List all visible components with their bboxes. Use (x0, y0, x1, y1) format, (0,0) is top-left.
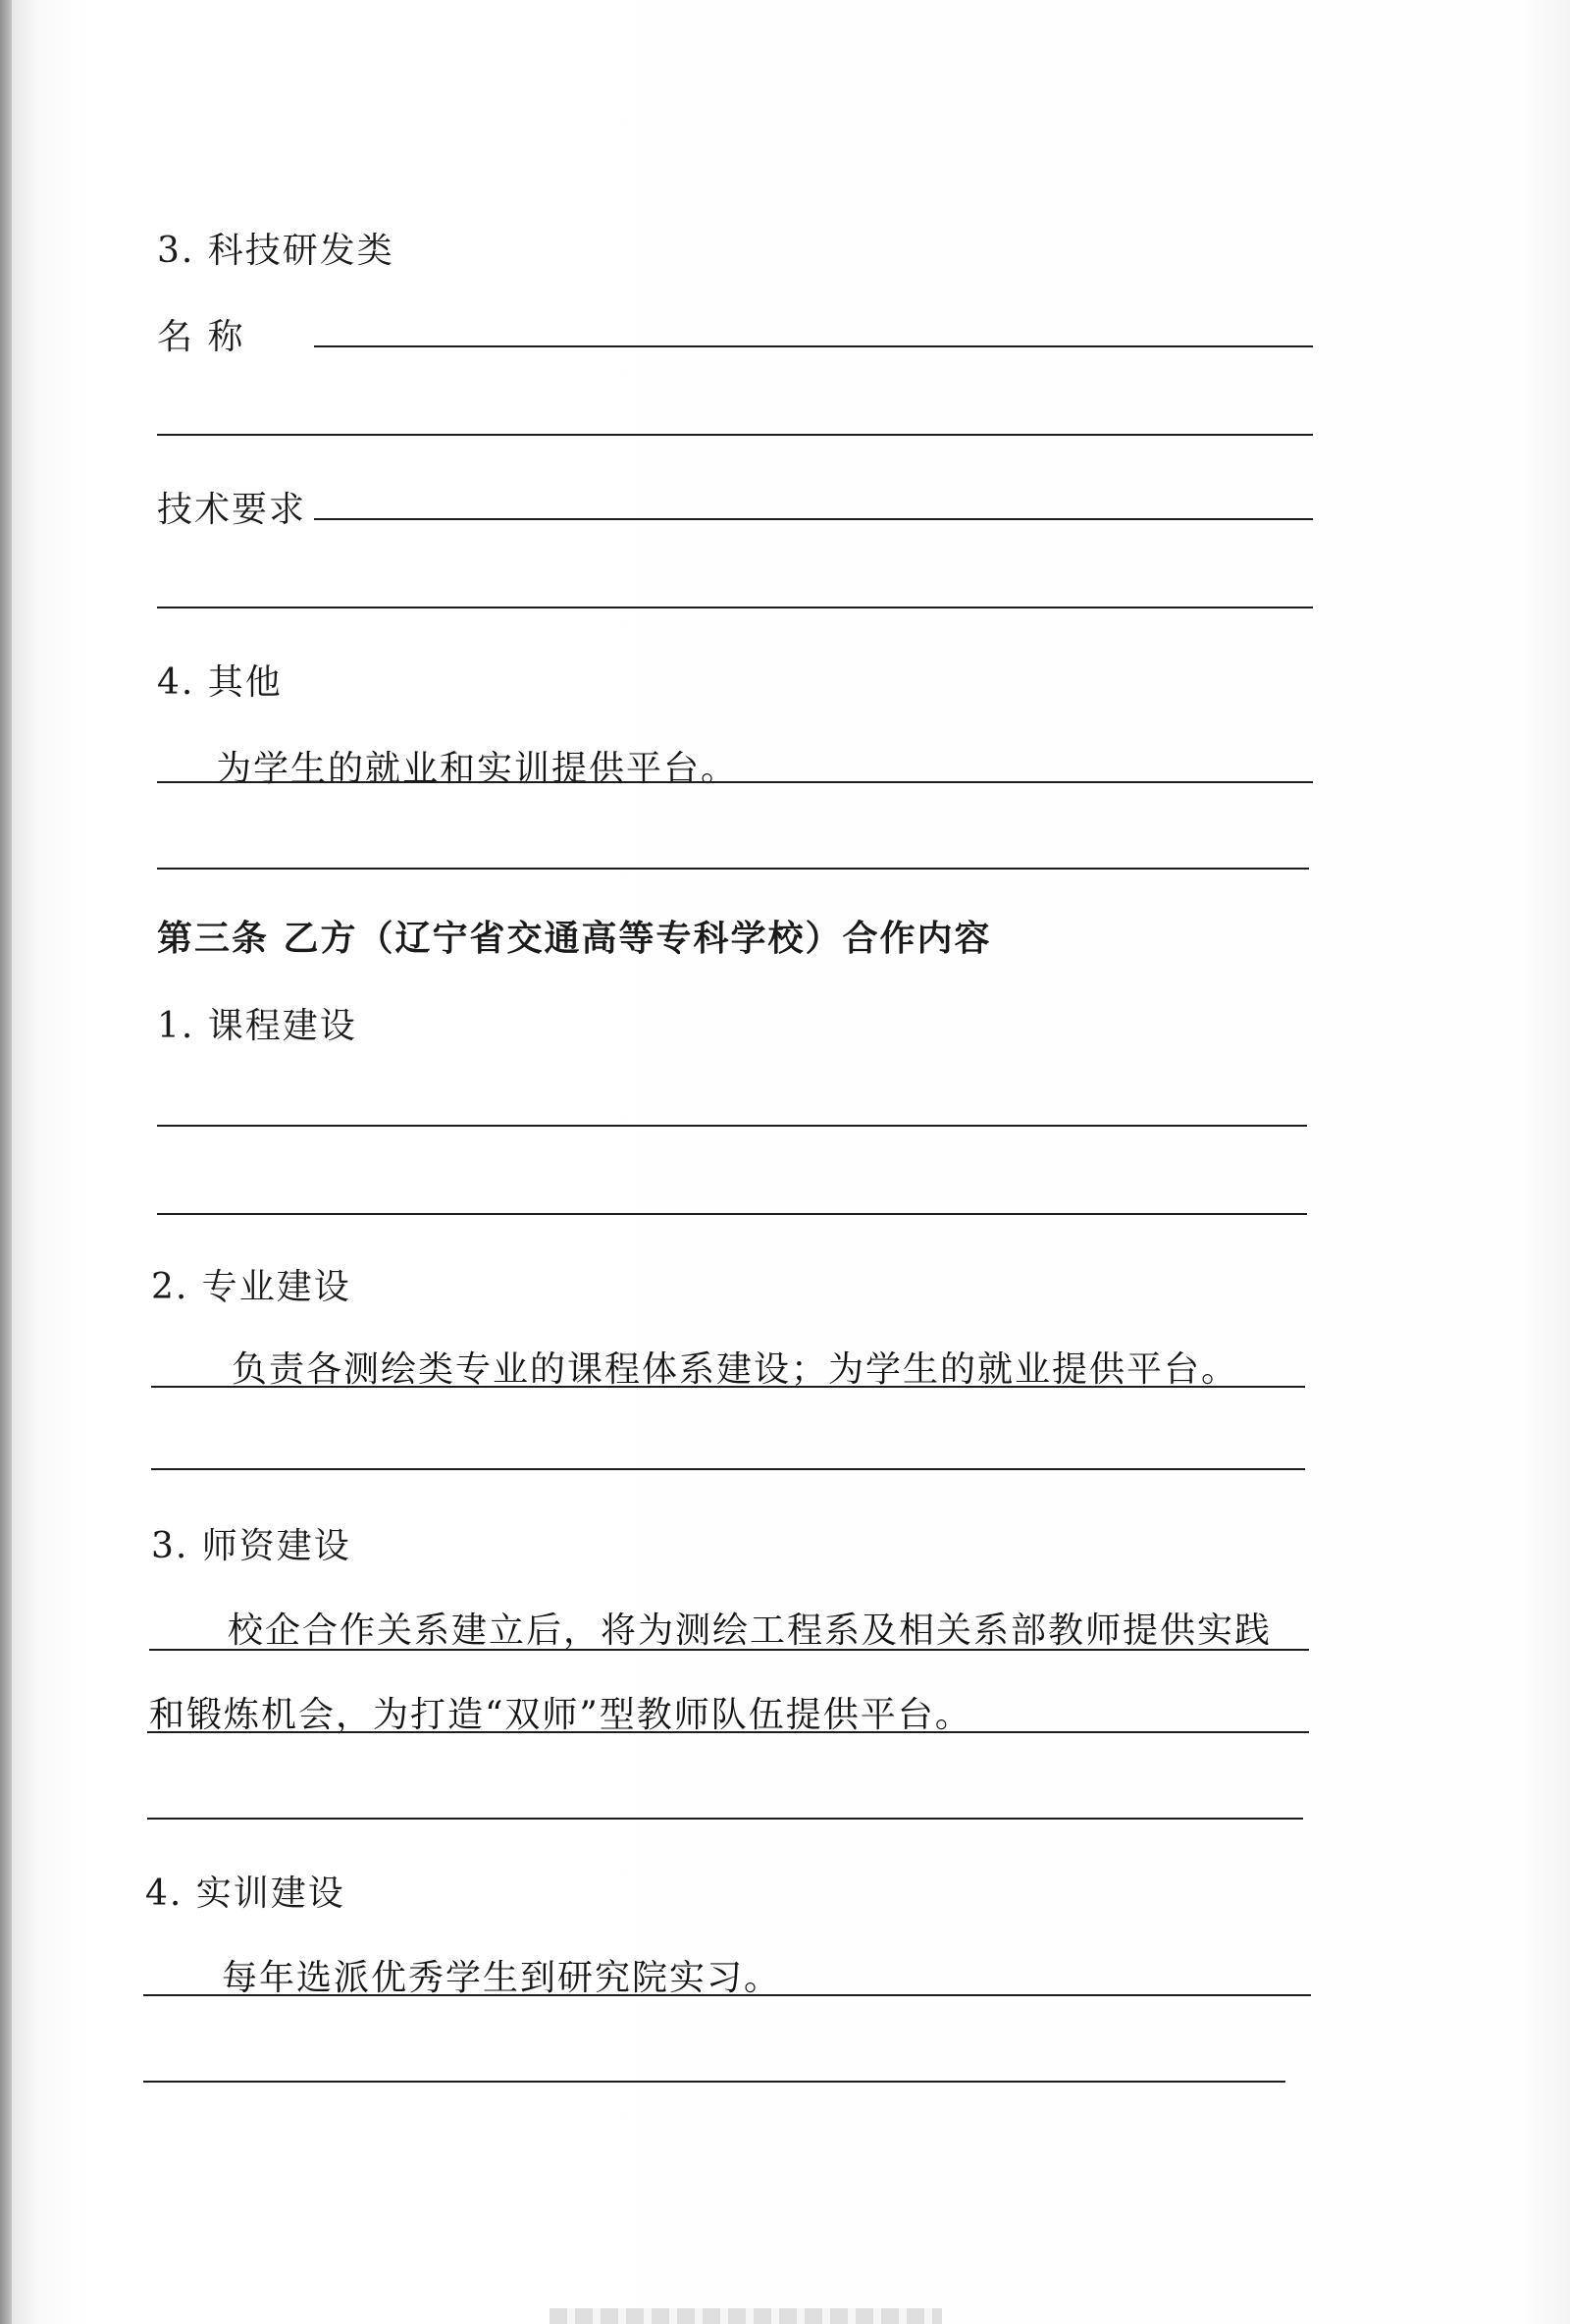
tech-rd-heading: 3. 科技研发类 (157, 231, 394, 271)
course-field-line-1[interactable] (157, 1125, 1307, 1127)
name-field-line-2[interactable] (157, 434, 1313, 436)
requirement-label: 技术要求 (157, 490, 307, 530)
article3-heading: 第三条 乙方（辽宁省交通高等专科学校）合作内容 (157, 918, 992, 959)
major-content: 负责各测绘类专业的课程体系建设；为学生的就业提供平台。 (232, 1349, 1239, 1390)
scan-artifact (550, 2308, 942, 2324)
training-field-line-2[interactable] (143, 2081, 1285, 2083)
course-field-line-2[interactable] (157, 1213, 1307, 1215)
other-content: 为学生的就业和实训提供平台。 (216, 749, 739, 789)
binding-edge (0, 0, 12, 2324)
training-heading: 4. 实训建设 (145, 1874, 345, 1914)
other-heading: 4. 其他 (157, 662, 283, 703)
name-field-line-1[interactable] (314, 345, 1313, 347)
faculty-content-line-1: 校企合作关系建立后，将为测绘工程系及相关系部教师提供实践 (228, 1611, 1273, 1651)
name-label: 名 称 (157, 317, 245, 357)
requirement-field-line-2[interactable] (157, 607, 1313, 608)
faculty-content-line-2: 和锻炼机会，为打造“双师”型教师队伍提供平台。 (149, 1695, 972, 1735)
faculty-field-line-1[interactable] (149, 1649, 1309, 1651)
requirement-field-line-1[interactable] (314, 518, 1313, 520)
major-heading: 2. 专业建设 (151, 1267, 351, 1307)
course-heading: 1. 课程建设 (157, 1006, 357, 1046)
faculty-field-line-2[interactable] (147, 1731, 1309, 1733)
training-field-line-1[interactable] (143, 1994, 1311, 1996)
faculty-heading: 3. 师资建设 (151, 1526, 351, 1566)
training-content: 每年选派优秀学生到研究院实习。 (222, 1958, 782, 1998)
major-field-line-2[interactable] (151, 1468, 1305, 1470)
other-field-line-1[interactable] (157, 781, 1313, 783)
major-field-line-1[interactable] (151, 1386, 1305, 1388)
other-field-line-2[interactable] (157, 868, 1309, 870)
faculty-field-line-3[interactable] (147, 1818, 1303, 1820)
